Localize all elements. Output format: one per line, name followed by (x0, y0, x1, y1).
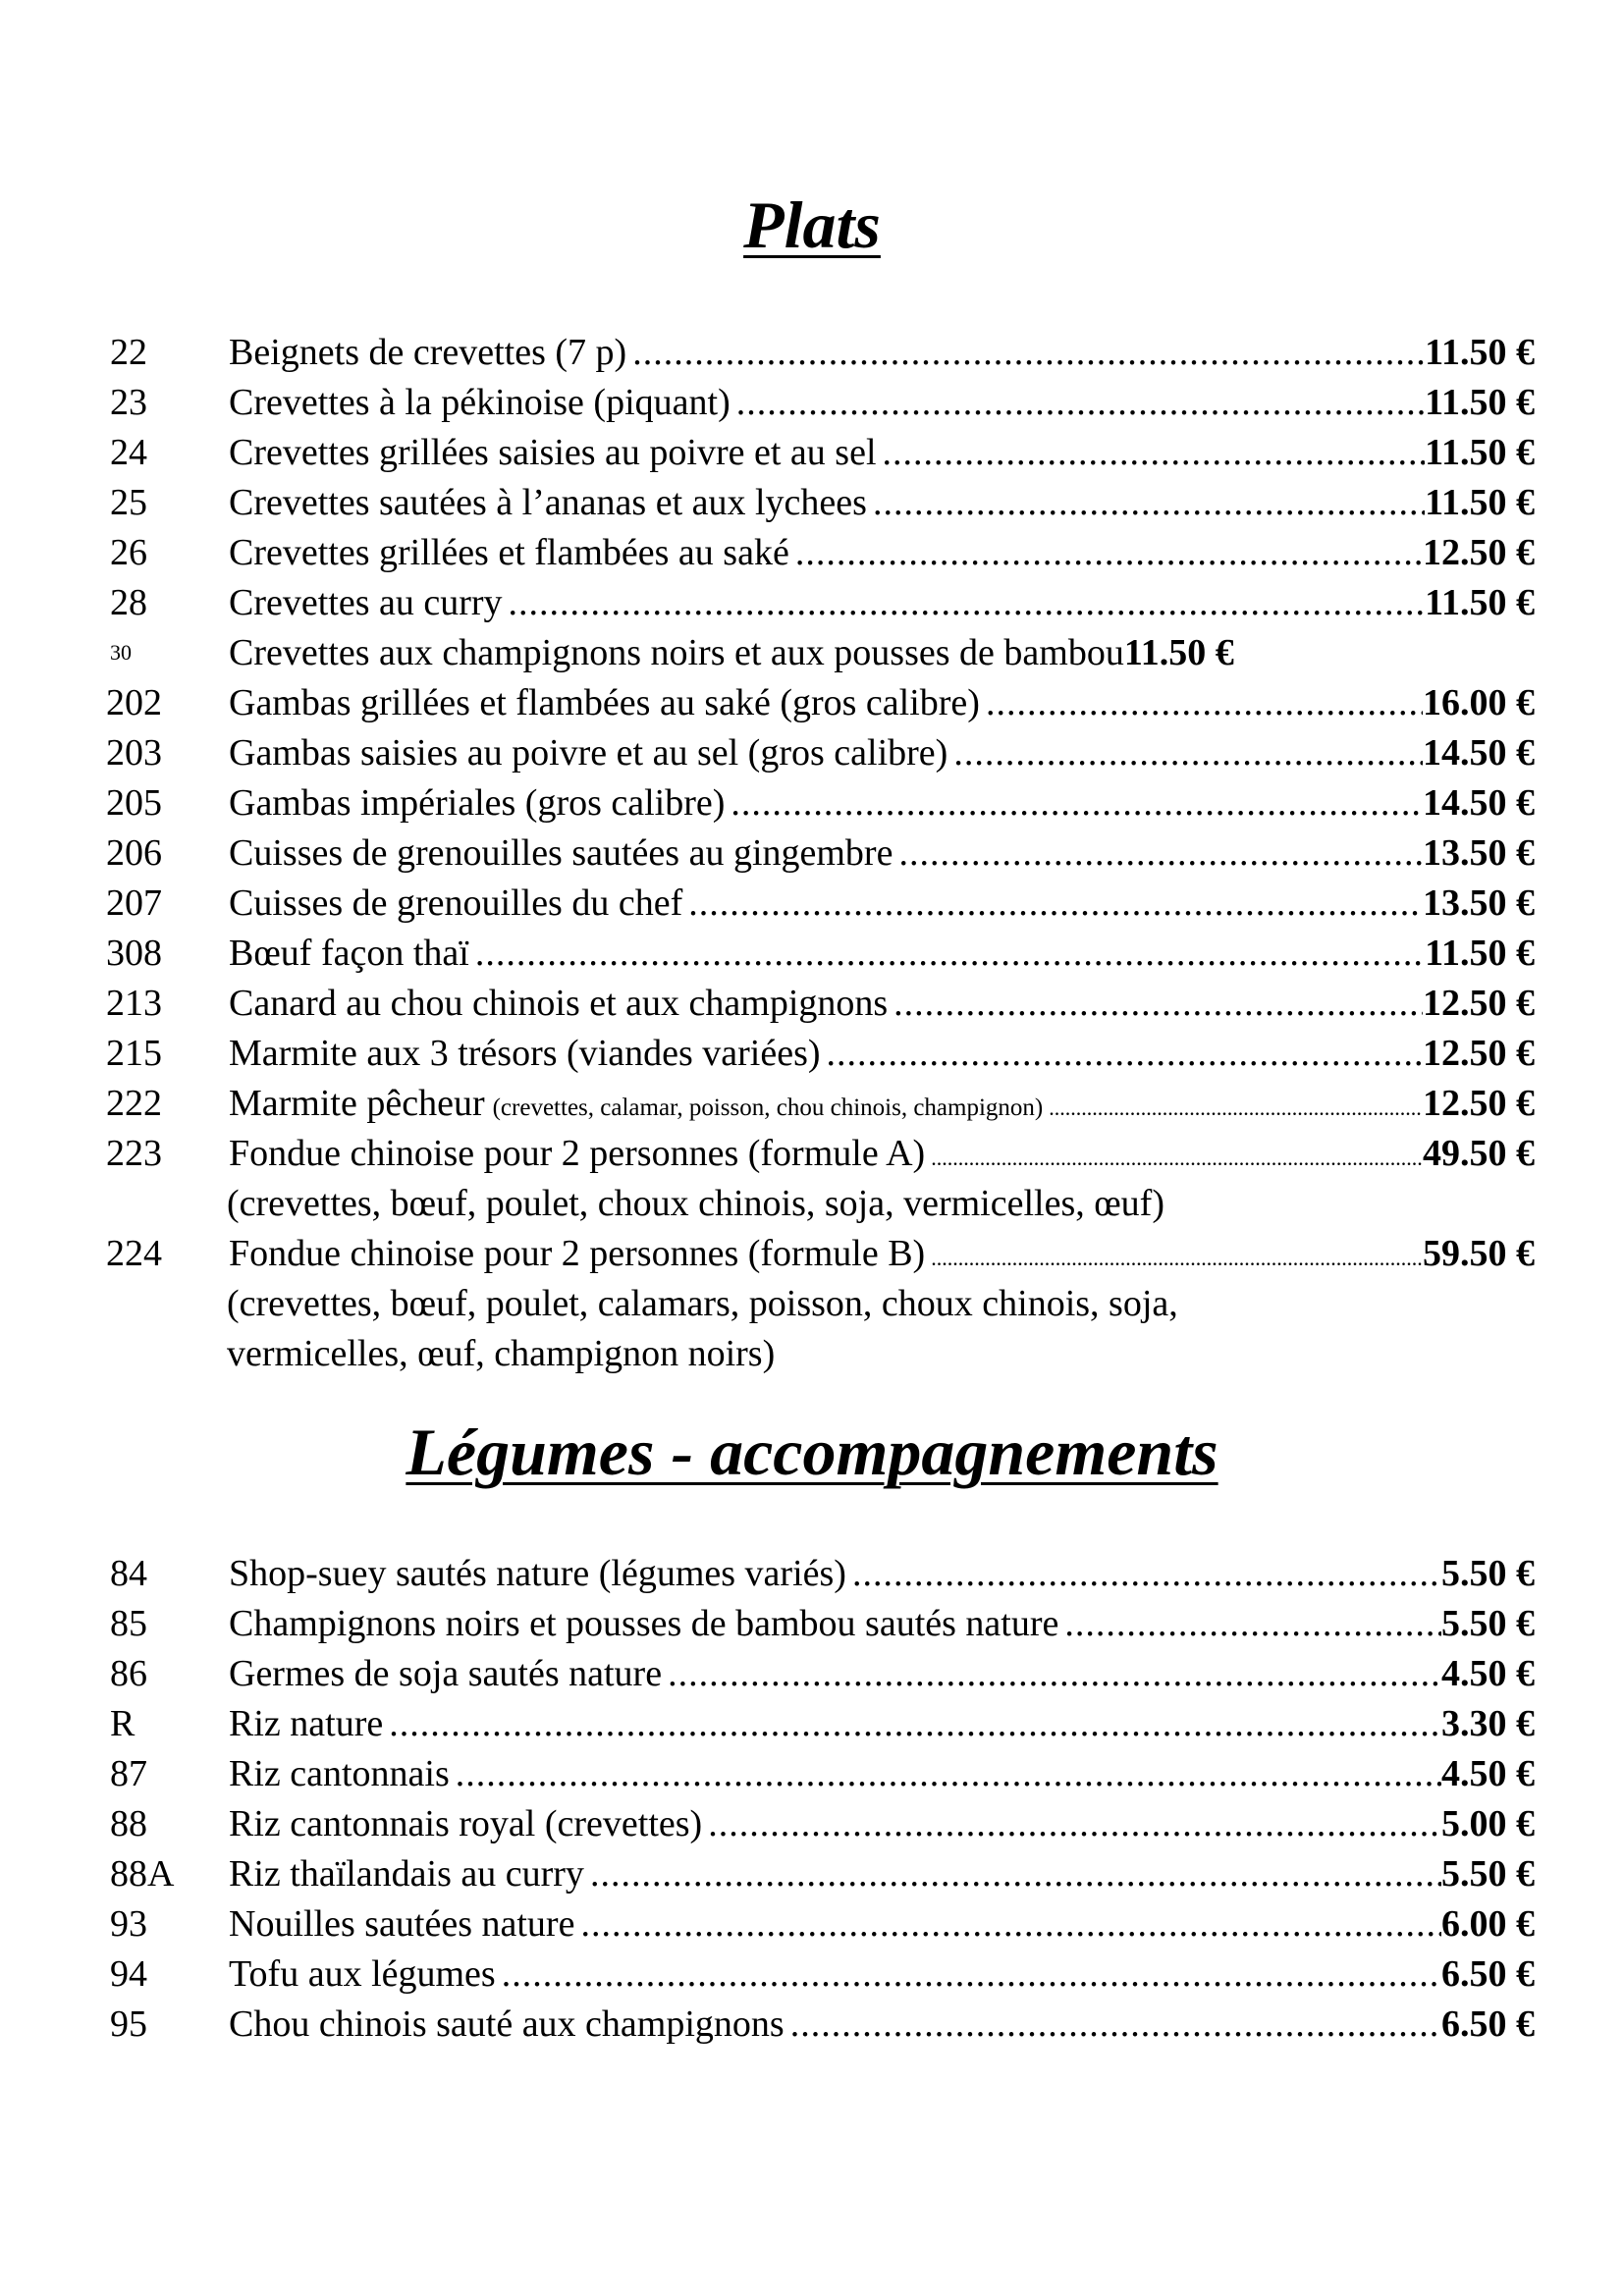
item-number: 87 (110, 1753, 147, 1794)
menu-item (0, 879, 1624, 928)
dot-leader (469, 929, 1425, 978)
menu-item (0, 628, 1624, 677)
item-number: 203 (106, 732, 162, 774)
item-price: 11.50 € (1425, 482, 1535, 523)
item-price: 11.50 € (1425, 933, 1535, 974)
menu-item (0, 728, 1624, 777)
item-name: Riz nature (229, 1703, 384, 1744)
item-price: 4.50 € (1441, 1653, 1535, 1694)
dot-leader (947, 728, 1423, 777)
dot-leader (702, 1799, 1441, 1848)
dot-leader (925, 1134, 1423, 1183)
item-name: Crevettes sautées à l’ananas et aux lychees (229, 482, 867, 523)
dot-leader (925, 1234, 1423, 1283)
dot-leader (893, 828, 1423, 878)
dot-leader (450, 1749, 1441, 1798)
item-number: 205 (106, 782, 162, 824)
menu-item (0, 1599, 1624, 1648)
dot-leader (821, 1029, 1423, 1078)
item-name: Crevettes grillées et flambées au saké (229, 532, 789, 573)
item-name: Crevettes au curry (229, 582, 503, 623)
item-number: 93 (110, 1903, 147, 1945)
item-name: Gambas saisies au poivre et au sel (gros calibre) (229, 732, 948, 774)
dot-leader (626, 328, 1425, 377)
dot-leader (383, 1699, 1441, 1748)
item-price: 14.50 € (1423, 782, 1535, 824)
item-number: 85 (110, 1603, 147, 1644)
item-number: 25 (110, 482, 147, 523)
menu-item (0, 528, 1624, 577)
menu-item (0, 1029, 1624, 1078)
item-name: Nouilles sautées nature (229, 1903, 575, 1945)
item-price: 5.50 € (1441, 1553, 1535, 1594)
item-number: R (110, 1703, 135, 1744)
dot-leader (846, 1549, 1441, 1598)
menu-item (0, 1699, 1624, 1748)
item-number: 26 (110, 532, 147, 573)
item-price: 6.50 € (1441, 2003, 1535, 2045)
item-price: 12.50 € (1423, 1033, 1535, 1074)
item-detail-line: (crevettes, bœuf, poulet, calamars, poisson, choux chinois, soja, (227, 1283, 1178, 1324)
item-name: Crevettes grillées saisies au poivre et au sel (229, 432, 877, 473)
item-number: 222 (106, 1083, 162, 1124)
menu-item (0, 478, 1624, 527)
menu-item (0, 778, 1624, 828)
item-price: 11.50 € (1425, 382, 1535, 423)
item-price: 6.00 € (1441, 1903, 1535, 1945)
menu-item (0, 428, 1624, 477)
menu-item (0, 578, 1624, 627)
item-price: 3.30 € (1441, 1703, 1535, 1744)
item-name: Riz cantonnais (229, 1753, 450, 1794)
item-name-detail: (crevettes, calamar, poisson, chou chinois, champignon) (492, 1095, 1044, 1121)
item-price: 5.50 € (1441, 1603, 1535, 1644)
item-price: 5.50 € (1441, 1853, 1535, 1895)
dot-leader (789, 528, 1423, 577)
dot-leader (1043, 1084, 1423, 1133)
item-price: 14.50 € (1423, 732, 1535, 774)
item-number: 308 (106, 933, 162, 974)
item-name: Crevettes à la pékinoise (piquant) (229, 382, 731, 423)
item-number: 94 (110, 1953, 147, 1995)
item-name: Gambas grillées et flambées au saké (gros calibre) (229, 682, 980, 723)
item-number: 24 (110, 432, 147, 473)
dot-leader (496, 1949, 1441, 1999)
menu-item (0, 828, 1624, 878)
dot-leader (888, 979, 1423, 1028)
dot-leader (980, 678, 1423, 727)
item-name: Cuisses de grenouilles sautées au gingembre (229, 832, 893, 874)
item-price: 11.50 € (1425, 432, 1535, 473)
menu-item (0, 1849, 1624, 1898)
item-name: Riz thaïlandais au curry (229, 1853, 584, 1895)
menu-item (0, 1949, 1624, 1999)
dot-leader (574, 1899, 1441, 1949)
menu-item (0, 1129, 1624, 1178)
item-number: 224 (106, 1233, 162, 1274)
dot-leader (584, 1849, 1441, 1898)
dot-leader (1058, 1599, 1441, 1648)
item-detail-line: (crevettes, bœuf, poulet, choux chinois, soja, vermicelles, œuf) (227, 1183, 1164, 1224)
item-number: 23 (110, 382, 147, 423)
item-name: Riz cantonnais royal (crevettes) (229, 1803, 703, 1844)
item-price: 12.50 € (1423, 532, 1535, 573)
item-number: 88A (110, 1853, 175, 1895)
dot-leader (785, 2000, 1441, 2049)
item-name: Chou chinois sauté aux champignons (229, 2003, 785, 2045)
menu-item (0, 1229, 1624, 1278)
item-number: 206 (106, 832, 162, 874)
item-name: Germes de soja sautés nature (229, 1653, 663, 1694)
dot-leader (503, 578, 1426, 627)
menu-item (0, 1799, 1624, 1848)
menu-item (0, 1079, 1624, 1128)
item-name: Marmite pêcheur (229, 1083, 485, 1124)
item-price: 12.50 € (1423, 1083, 1535, 1124)
item-name: Canard au chou chinois et aux champignons (229, 983, 889, 1024)
item-price: 4.50 € (1441, 1753, 1535, 1794)
item-price: 11.50 € (1123, 632, 1234, 673)
item-name: Fondue chinoise pour 2 personnes (formule B) (229, 1233, 926, 1274)
item-number: 223 (106, 1133, 162, 1174)
item-price: 6.50 € (1441, 1953, 1535, 1995)
section-title-plats: Plats (743, 187, 881, 262)
item-name: Beignets de crevettes (7 p) (229, 332, 627, 373)
item-name: Bœuf façon thaï (229, 933, 469, 974)
dot-leader (682, 879, 1423, 928)
item-number: 215 (106, 1033, 162, 1074)
item-name: Champignons noirs et pousses de bambou sautés nature (229, 1603, 1059, 1644)
menu-item (0, 1749, 1624, 1798)
item-price: 13.50 € (1423, 882, 1535, 924)
menu-item (0, 929, 1624, 978)
dot-leader (877, 428, 1426, 477)
item-number: 22 (110, 332, 147, 373)
item-price: 16.00 € (1423, 682, 1535, 723)
menu-item (0, 979, 1624, 1028)
menu-item (0, 678, 1624, 727)
item-name: Cuisses de grenouilles du chef (229, 882, 683, 924)
item-name: Gambas impériales (gros calibre) (229, 782, 726, 824)
item-price: 11.50 € (1425, 582, 1535, 623)
menu-item (0, 1899, 1624, 1949)
dot-leader (662, 1649, 1441, 1698)
item-number: 202 (106, 682, 162, 723)
menu-item (0, 1649, 1624, 1698)
item-number: 30 (110, 640, 132, 665)
dot-leader (731, 378, 1425, 427)
item-price: 12.50 € (1423, 983, 1535, 1024)
item-number: 95 (110, 2003, 147, 2045)
item-number: 88 (110, 1803, 147, 1844)
item-price: 49.50 € (1423, 1133, 1535, 1174)
dot-leader (725, 778, 1423, 828)
item-name: Shop-suey sautés nature (légumes variés) (229, 1553, 846, 1594)
item-price: 5.00 € (1441, 1803, 1535, 1844)
item-price: 11.50 € (1425, 332, 1535, 373)
item-name: Fondue chinoise pour 2 personnes (formule A) (229, 1133, 926, 1174)
item-price: 59.50 € (1423, 1233, 1535, 1274)
menu-item (0, 2000, 1624, 2049)
item-detail-line: vermicelles, œuf, champignon noirs) (227, 1333, 776, 1374)
menu-item (0, 328, 1624, 377)
item-name: Marmite aux 3 trésors (viandes variées) (229, 1033, 821, 1074)
menu-item (0, 1549, 1624, 1598)
item-number: 207 (106, 882, 162, 924)
item-name: Tofu aux légumes (229, 1953, 496, 1995)
section-title-legumes: Légumes - accompagnements (406, 1415, 1218, 1489)
dot-leader (867, 478, 1425, 527)
item-name: Crevettes aux champignons noirs et aux pousses de bambou (229, 632, 1124, 673)
item-number: 28 (110, 582, 147, 623)
menu-item (0, 378, 1624, 427)
item-number: 84 (110, 1553, 147, 1594)
item-number: 86 (110, 1653, 147, 1694)
item-number: 213 (106, 983, 162, 1024)
item-price: 13.50 € (1423, 832, 1535, 874)
